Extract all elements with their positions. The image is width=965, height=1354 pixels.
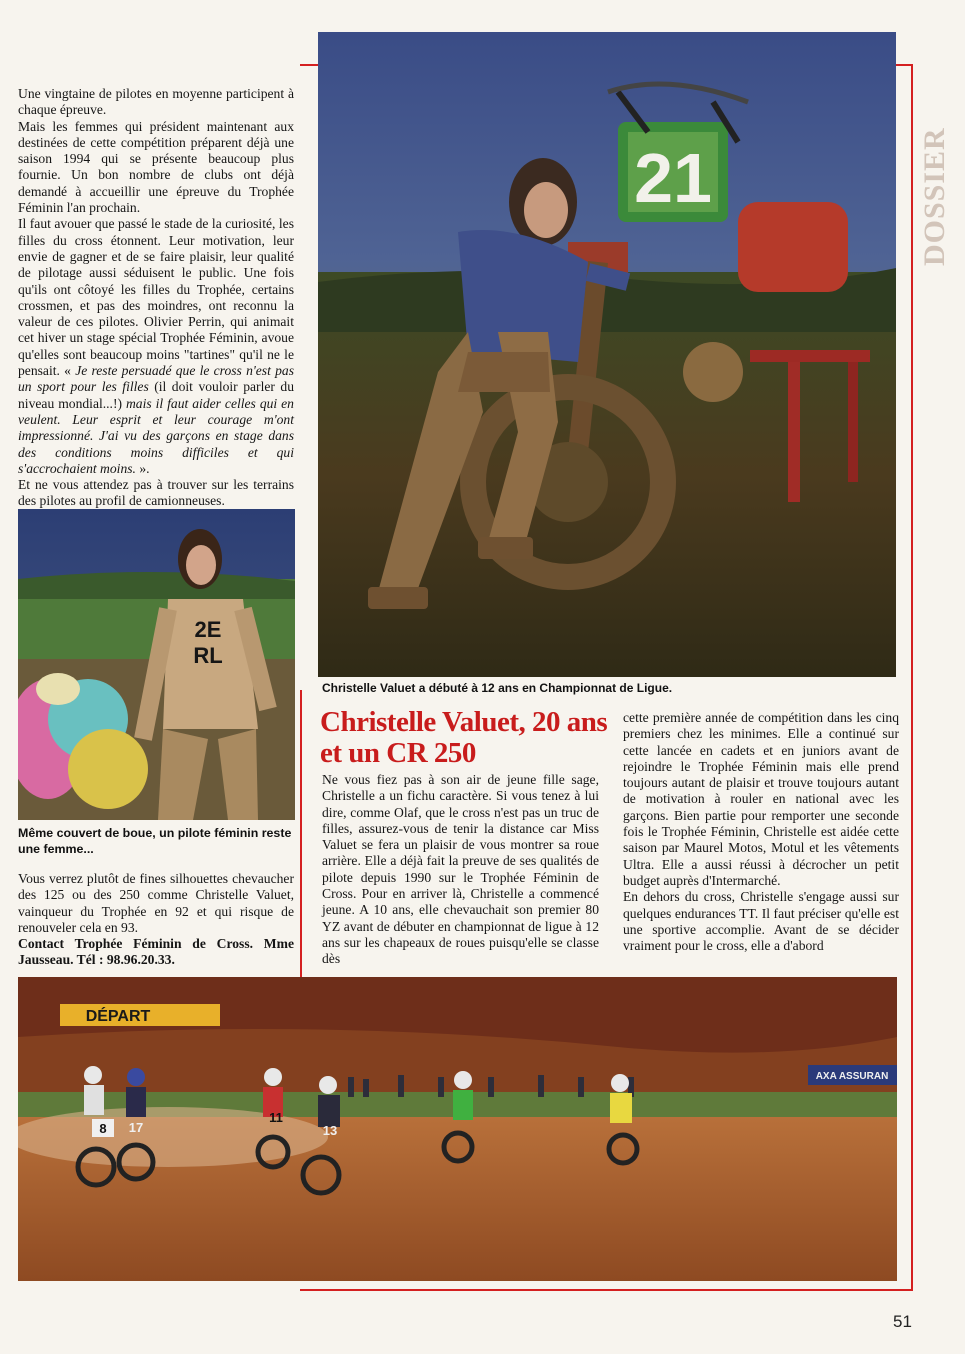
left-column-text xyxy=(18,86,294,510)
section-title: DOSSIER xyxy=(918,127,951,266)
article-column-1 xyxy=(322,772,599,968)
article-headline: Christelle Valuet, 20 ans et un CR 250 xyxy=(320,706,608,769)
quote-text: Je reste persuadé que le cross n'est pas un sport pour les filles xyxy=(18,363,294,395)
paragraph: En dehors du cross, Christelle s'engage aussi sur quelques endurances TT. Il faut préciser qu'elle est une sportive accomplie. Avant de se décider vraiment pour le cross, elle a d'abord xyxy=(623,889,899,954)
paragraph: Mais les femmes qui président maintenant aux destinées de cette compétition préparent déjà une saison 1994 qui se présente beaucoup plus fournie. Un bon nombre de clubs ont déjà demandé à accueillir une épreuve du Trophée Féminin l'an prochain. xyxy=(18,118,294,216)
jersey-bottom: RL xyxy=(193,643,223,668)
sponsor-sign: AXA ASSURAN xyxy=(815,1071,889,1082)
page-number: 51 xyxy=(893,1312,912,1331)
left-bottom-text xyxy=(18,871,294,969)
paragraph xyxy=(18,216,294,477)
main-photo-caption: Christelle Valuet a débuté à 12 ans en Championnat de Ligue. xyxy=(322,681,673,695)
paragraph-text: Il faut avouer que passé le stade de la curiosité, les filles du cross étonnent. Leur motivation, leur envie de gagner et de se faire plaisir, leur qualité de pilotage aussi séduisent le public. Une fois qu'ils ont côtoyé les filles du Trophée, certains crossmen, et pas des moindres, ont reconnu la valeur de ces pilotes. Olivier Perrin, qui animait cet hiver un stage spécial Trophée Féminin, avoue qu'elles sont beaucoup moins "tartines" qu'il ne le pensait. « xyxy=(18,216,294,379)
small-photo xyxy=(18,509,295,820)
paragraph: Ne vous fiez pas à son air de jeune fille sage, Christelle a un fichu caractère. Si vous tenez à lui dire, comme Olaf, que le cross n'est pas un truc de filles, assurez-vous de tenir la distance car Miss Valuet se fera un plaisir de vous montrer sa roue arrière. Elle a déjà fait la preuve de ses qualités de pilote depuis 1990 sur le Trophée Féminin de Cross. Pour en arriver là, Christelle a commencé jeune. A 10 ans, elle chevauchait son premier 80 YZ avant de débuter en championnat de ligue à 12 ans sur les chapeaux de roues puisqu'elle se classe dès xyxy=(322,772,599,967)
bib-number: 13 xyxy=(322,1123,338,1138)
bib-number: 11 xyxy=(269,1110,283,1125)
paragraph: Une vingtaine de pilotes en moyenne participent à chaque épreuve. xyxy=(18,86,294,118)
paragraph: cette première année de compétition dans les cinq premiers chez les minimes. Elle a continué sur cette lancée en cadets et en juniors avant de rejoindre le Trophée Féminin mais elle prend toujours autant de plaisir et trouve toujours autant de motivation à rouler en national avec les garçons. Bien partie pour remporter une seconde fois le Trophée Féminin, Christelle est aidée cette saison par Maurel Motos, Motul et les vêtements Ultra. Elle a aussi réussi à décrocher un petit budget auprès d'Intermarché. xyxy=(623,710,899,888)
article-column-2 xyxy=(623,710,899,954)
bib-number: 8 xyxy=(99,1121,107,1136)
quote-close: ». xyxy=(135,460,150,476)
paragraph: Vous verrez plutôt de fines silhouettes chevaucher des 125 ou des 250 comme Christelle Valuet, vainqueur du Trophée en 92 et qui risque de renouveler cela en 93. xyxy=(18,871,294,935)
frame-line-bottom xyxy=(300,1289,913,1291)
paragraph: Et ne vous attendez pas à trouver sur les terrains des pilotes au profil de camionneuses. xyxy=(18,477,294,509)
race-photo xyxy=(18,977,897,1281)
quote-text: mais il faut aider celles qui en veulent. Leur esprit et leur courage m'ont impressionné. J'ai vu des garçons en stage dans des conditions moins difficiles et qui s'accrochaient moins. xyxy=(18,395,294,476)
frame-line-divider xyxy=(300,690,302,980)
jersey-top: 2E xyxy=(194,617,222,642)
frame-line-right xyxy=(911,64,913,1290)
aside-text: (il doit vouloir parler du niveau mondial...!) xyxy=(18,379,294,411)
small-photo-caption: Même couvert de boue, un pilote féminin reste une femme... xyxy=(18,826,292,856)
contact-line: Contact Trophée Féminin de Cross. Mme Jausseau. Tél : 98.96.20.33. xyxy=(18,936,294,968)
main-photo xyxy=(318,32,896,677)
start-banner: DÉPART xyxy=(85,1008,151,1025)
number-plate: 21 xyxy=(634,139,712,217)
bib-number: 17 xyxy=(128,1120,144,1135)
